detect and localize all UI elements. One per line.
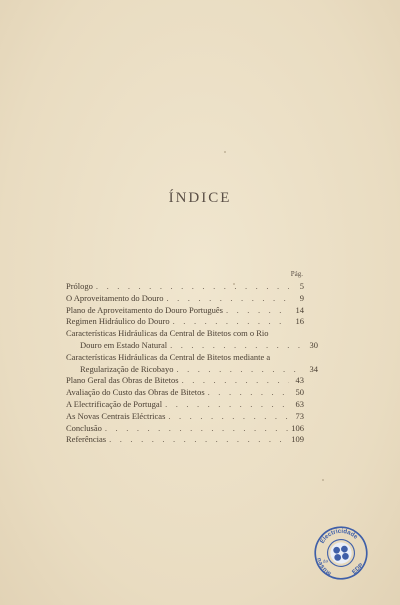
toc-entry-title: Douro em Estado Natural (80, 339, 168, 350)
toc-entry-title: Referências (66, 434, 107, 445)
stamp-left-small-text: da (322, 558, 329, 564)
toc-entry[interactable] (66, 423, 304, 435)
toc-entry-continuation[interactable] (66, 340, 318, 352)
toc-leader-dots (179, 375, 289, 387)
edp-logo-icon (329, 541, 353, 565)
toc-entry-title: As Novas Centrais Eléctricas (66, 410, 166, 421)
page-column-label: Pág. (290, 270, 303, 278)
page-title: ÍNDICE (168, 190, 232, 206)
toc-entry-page: 14 (295, 304, 304, 315)
toc-entry-page: 43 (295, 375, 304, 386)
toc-entry[interactable] (66, 352, 304, 364)
toc-entry[interactable] (66, 328, 304, 340)
toc-entry-title: Características Hidráulicas da Central de Bitetos mediante a (66, 351, 271, 362)
toc-entry[interactable] (66, 375, 304, 387)
toc-entry-title: Prólogo (66, 281, 93, 291)
toc-entry-title: Plano Geral das Obras de Bitetos (66, 375, 179, 386)
toc-entry-continuation[interactable] (66, 364, 318, 376)
toc-entry-title: Avaliação do Custo das Obras de Bitetos (66, 387, 205, 398)
toc-entry[interactable] (66, 411, 304, 423)
paper-speck (224, 151, 226, 153)
toc-entry[interactable] (66, 434, 304, 446)
toc-entry-title: Características Hidráulicas da Central de Bitetos com o Rio (66, 328, 269, 339)
toc-entry-page: 16 (295, 316, 304, 327)
toc-leader-dots (223, 305, 289, 317)
toc-entry[interactable] (66, 305, 304, 317)
stamp-top-text: Electricidade (318, 527, 360, 545)
toc-leader-dots (106, 434, 288, 446)
toc-entry-page: 63 (295, 398, 304, 409)
toc-leader-dots (102, 423, 288, 435)
toc-entry-page: 9 (299, 292, 304, 303)
stamp-left-text: Museu (315, 556, 333, 577)
toc-entry-title: Plano de Aproveitamento do Douro Português (66, 304, 223, 315)
toc-entry[interactable] (66, 387, 304, 399)
toc-leader-dots (173, 364, 303, 376)
toc-entry-page: 34 (309, 363, 318, 374)
toc-entry[interactable] (66, 293, 304, 305)
toc-entry-page: 109 (291, 434, 304, 445)
toc-entry-page: 73 (295, 410, 304, 421)
toc-entry-page: 50 (295, 387, 304, 398)
museum-stamp (309, 521, 372, 584)
toc-entry-title: Regularização de Ricobayo (80, 363, 174, 374)
toc-entry-title: Regimen Hidráulico do Douro (66, 316, 170, 327)
toc-leader-dots (165, 411, 289, 423)
toc-leader-dots (164, 293, 290, 305)
paper-speck (322, 479, 324, 481)
toc-entry-title: O Aproveitamento do Douro (66, 292, 164, 303)
toc-leader-dots (205, 387, 289, 399)
toc-entry-title: Conclusão (66, 422, 102, 433)
toc-leader-dots (93, 281, 289, 293)
toc-entry-page: 106 (291, 422, 304, 433)
table-of-contents (66, 281, 318, 446)
toc-entry[interactable] (66, 316, 304, 328)
toc-entry-title: A Electrificação de Portugal (66, 398, 163, 409)
toc-leader-dots (162, 399, 289, 411)
toc-leader-dots (170, 316, 289, 328)
toc-entry-page: 5 (299, 281, 304, 291)
toc-entry[interactable] (66, 281, 304, 293)
toc-leader-dots (167, 340, 303, 352)
toc-entry-page: 30 (309, 339, 318, 350)
stamp-right-text: EDP (350, 562, 365, 576)
toc-entry[interactable] (66, 399, 304, 411)
